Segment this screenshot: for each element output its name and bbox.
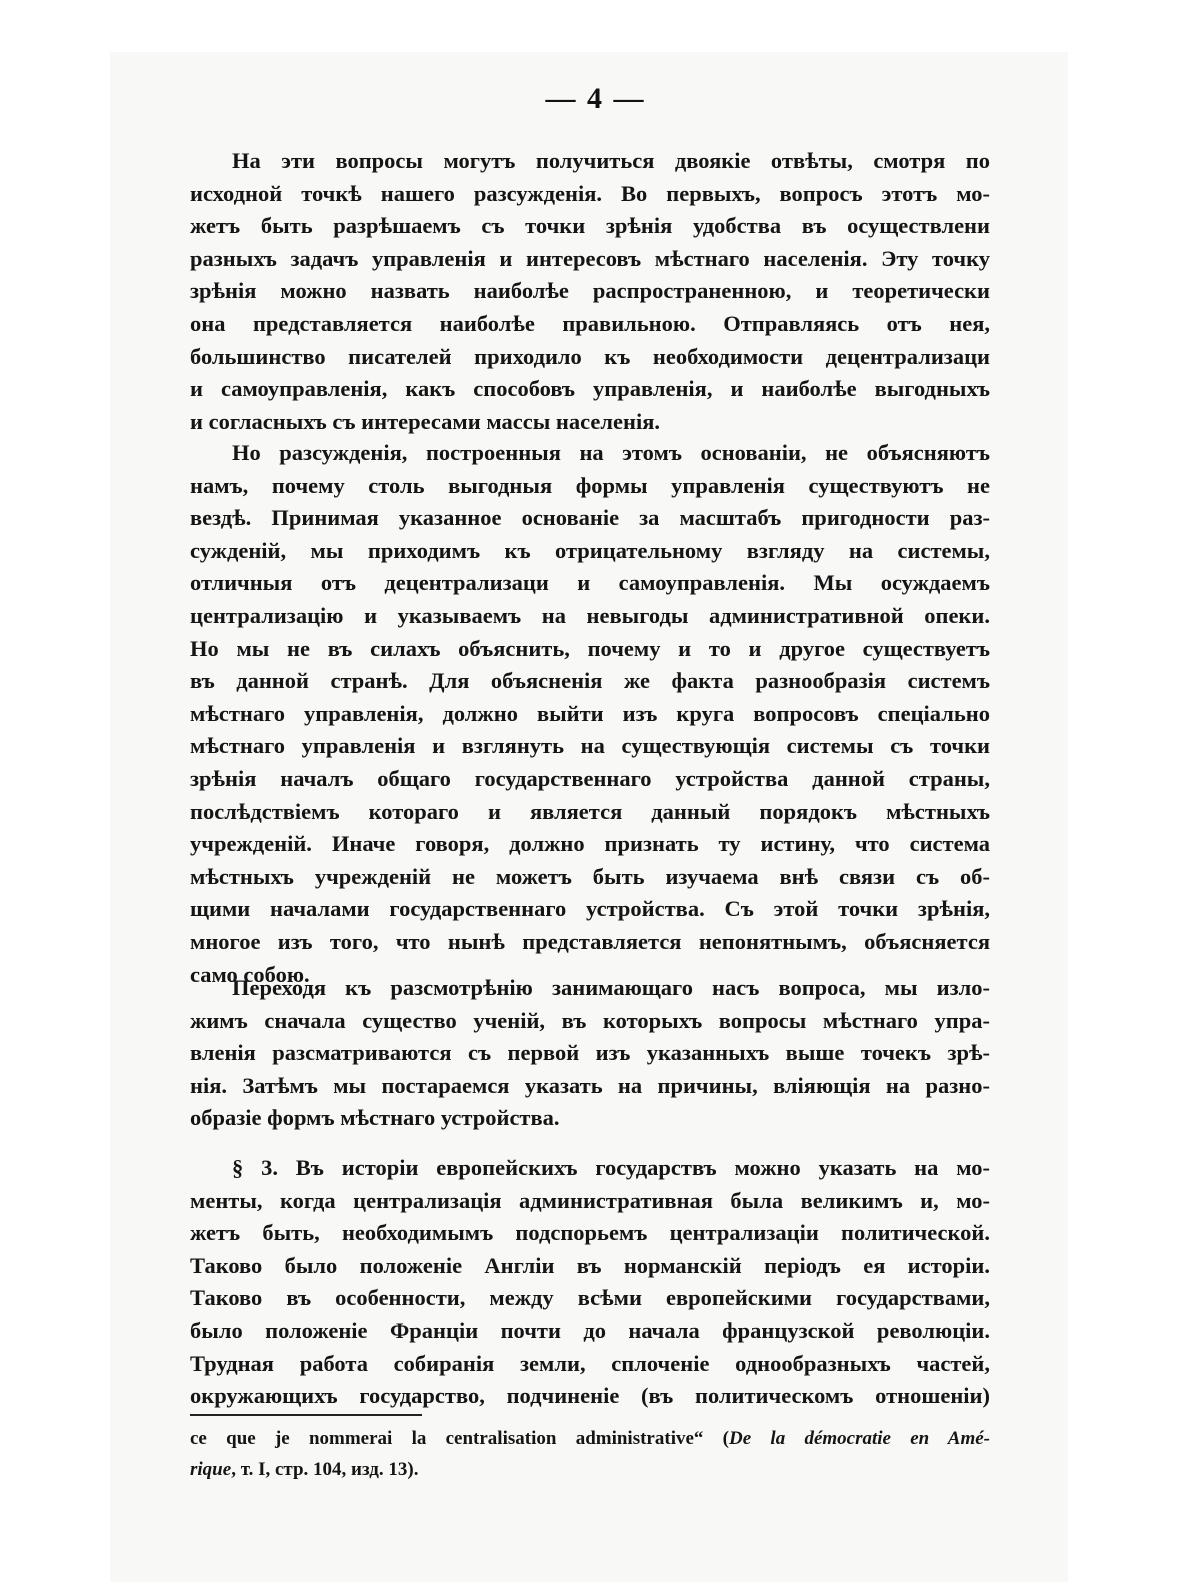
text-line: Трудная работа собиранія земли, сплоченіе однообразныхъ частей, <box>190 1350 990 1376</box>
text-line: § 3. Въ исторіи европейскихъ государствъ можно указать на мо- <box>232 1155 990 1180</box>
footnote <box>190 1423 990 1485</box>
text-line: послѣдствіемъ котораго и является данный порядокъ мѣстныхъ <box>190 798 990 824</box>
text-line: было положеніе Франціи почти до начала французской революціи. <box>190 1317 990 1343</box>
text-line: зрѣнія можно назвать наиболѣе распространенною, и теоретически <box>190 278 990 304</box>
section-3-paragraph <box>190 1152 990 1413</box>
text-line: отличныя отъ децентрализаци и самоуправленія. Мы осуждаемъ <box>190 570 990 596</box>
text-line: централизацію и указываемъ на невыгоды административной опеки. <box>190 602 990 628</box>
text-line: мѣстнаго управленія, должно выйти изъ круга вопросовъ спеціально <box>190 700 990 726</box>
text-line: она представляется наиболѣе правильною. Отправляясь отъ нея, <box>190 310 990 336</box>
text-line: окружающихъ государство, подчиненіе (въ политическомъ отношеніи) <box>190 1383 990 1409</box>
text-line: нія. Затѣмъ мы постараемся указать на причины, вліяющія на разно- <box>190 1072 990 1098</box>
footnote-divider <box>190 1414 422 1416</box>
text-line: На эти вопросы могутъ получиться двоякіе отвѣты, смотря по <box>232 148 990 173</box>
text-line: жетъ быть, необходимымъ подспорьемъ централизаціи политической. <box>190 1220 990 1246</box>
text-line: Таково въ особенности, между всѣми европейскими государствами, <box>190 1285 990 1311</box>
text-line: сужденій, мы приходимъ къ отрицательному взгляду на системы, <box>190 537 990 563</box>
text-line: Переходя къ разсмотрѣнію занимающаго насъ вопроса, мы изло- <box>232 975 990 1000</box>
text-line: исходной точкѣ нашего разсужденія. Во первыхъ, вопросъ этотъ мо- <box>190 180 990 206</box>
text-line: мѣстныхъ учрежденій не можетъ быть изучаема внѣ связи съ об- <box>190 863 990 889</box>
text-line: Таково было положеніе Англіи въ норманскій періодъ ея исторіи. <box>190 1252 990 1278</box>
text-line: вездѣ. Принимая указанное основаніе за масштабъ пригодности раз- <box>190 505 990 531</box>
text-line: разныхъ задачъ управленія и интересовъ мѣстнаго населенія. Эту точку <box>190 245 990 271</box>
text-line: намъ, почему столь выгодныя формы управленія существуютъ не <box>190 472 990 498</box>
paragraph-2 <box>190 437 990 991</box>
text-line: большинство писателей приходило къ необходимости децентрализаци <box>190 343 990 369</box>
text-line: въ данной странѣ. Для объясненія же факта разнообразія системъ <box>190 668 990 694</box>
text-line: менты, когда централизація административная была великимъ и, мо- <box>190 1187 990 1213</box>
text-line: Но мы не въ силахъ объяснить, почему и то и другое существуетъ <box>190 635 990 661</box>
footnote-citation-title: De la démocratie en Amé- <box>729 1428 990 1449</box>
page-number-header: — 4 — <box>545 82 646 115</box>
text-line: учрежденій. Иначе говоря, должно признать ту истину, что система <box>190 831 990 857</box>
text-line: жетъ быть разрѣшаемъ съ точки зрѣнія удобства въ осуществлени <box>190 213 990 239</box>
paragraph-3 <box>190 972 990 1135</box>
text-line: многое изъ того, что нынѣ представляется непонятнымъ, объясняется <box>190 928 990 954</box>
footnote-citation-details: , т. I, стр. 104, изд. 13). <box>231 1459 419 1480</box>
footnote-line <box>190 1454 990 1485</box>
text-line: образіе формъ мѣстнаго устройства. <box>190 1105 560 1131</box>
text-line: и самоуправленія, какъ способовъ управленія, и наиболѣе выгодныхъ <box>190 376 990 402</box>
text-line: щими началами государственнаго устройства. Съ этой точки зрѣнія, <box>190 896 990 922</box>
paragraph-1 <box>190 145 990 438</box>
text-line: вленія разсматриваются съ первой изъ указанныхъ выше точекъ зрѣ- <box>190 1040 990 1066</box>
text-line: Но разсужденія, построенныя на этомъ основаніи, не объясняютъ <box>232 440 990 465</box>
footnote-citation-title: rique <box>190 1459 232 1480</box>
footnote-text: ce que je nommerai la centralisation administrative“ ( <box>190 1428 729 1449</box>
text-line: мѣстнаго управленія и взглянуть на существующія системы съ точки <box>190 733 990 759</box>
footnote-line <box>190 1423 990 1454</box>
text-line: зрѣнія началъ общаго государственнаго устройства данной страны, <box>190 765 990 791</box>
text-line: жимъ сначала существо ученій, въ которыхъ вопросы мѣстнаго упра- <box>190 1007 990 1033</box>
text-line: и согласныхъ съ интересами массы населенія. <box>190 408 660 434</box>
text-line: само собою. <box>190 961 310 987</box>
